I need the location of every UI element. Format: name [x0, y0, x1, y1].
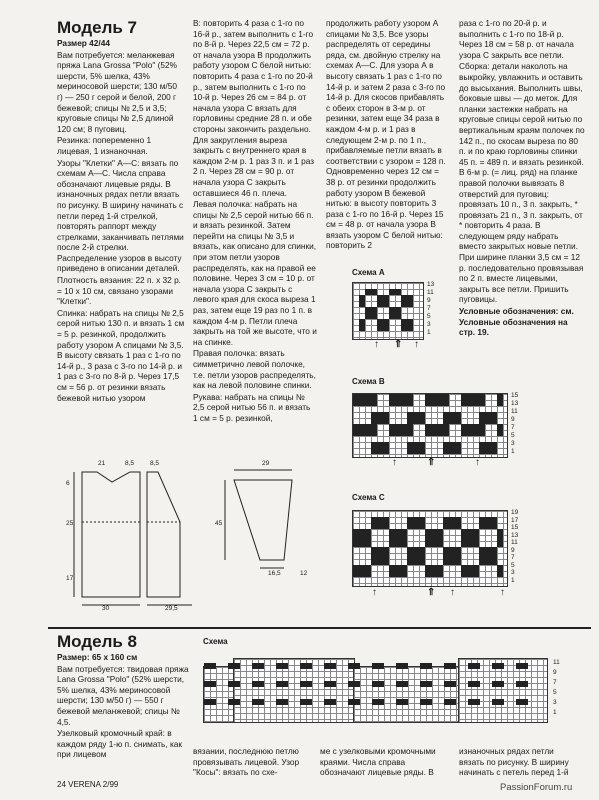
filled-stitch	[402, 681, 408, 687]
row-number: 5	[553, 689, 557, 696]
row-number: 1	[553, 709, 557, 716]
scheme-a-title: Схема А	[352, 268, 385, 277]
filled-stitch	[474, 663, 480, 669]
filled-stitch	[407, 301, 413, 307]
dimension-label: 17	[66, 575, 74, 582]
arrow-end-icon: ↑	[500, 587, 505, 598]
filled-stitch	[407, 325, 413, 331]
filled-stitch	[354, 681, 360, 687]
dimension-label: 21	[98, 460, 106, 467]
row-number: 11	[553, 659, 560, 666]
scheme-a-grid	[352, 282, 424, 340]
filled-stitch	[426, 663, 432, 669]
scheme-c-title: Схема С	[352, 493, 385, 502]
filled-stitch	[450, 663, 456, 669]
model7-sleeves-cont: продолжить работу узором А спицами № 3,5. Все узоры распределять от середины ряда, см. двойную стрелку на схемах А—С. Для узора А в высоту связать 1 раз с 1-го по 14-й р. и затем 2 раза с 3-го по 14-й р. Для скосов прибавлять с обеих сторон в 3-м р. от резинки, затем еще 34 раза в каждом 4-м р. и 1 раз в следующем 2-м р. по 1 п., прибавляемые петли вязать в соответствии с узором = 128 п. Одновременно через 12 см = 38 р. от резинки продолжить работу узором В бежевой нитью: в высоту повторить 3 раза с 1-го по 16-й р. Через 15 см = 48 р. от начала узора В вязать узором С белой нитью: повторить 2	[326, 18, 446, 251]
model7-col4	[459, 18, 585, 339]
model8-title: Модель 8	[57, 632, 137, 651]
model7-back-cont: В: повторить 4 раза с 1-го по 16-й р., затем выполнить с 1-го по 8-й р. Через 22,5 см = 72 р. от начала узора В продолжить работу узором С белой нитью: повторить 4 раза с 1-го по 20-й р., затем выполнить с 1-го по 10-й р. Через 26 см = 84 р. от начала узора С вязать для горловины средние 28 п. и обе стороны закончить раздельно. Для закругления выреза закрыть с внутреннего края в каждом 2-м р. 1 раз 3 п. и 1 раз 2 п. Через 28 см = 90 р. от начала узора С закрыть оставшиеся 46 п. плеча.	[193, 18, 315, 198]
filled-stitch	[306, 681, 312, 687]
filled-stitch	[498, 699, 504, 705]
row-number: 9	[511, 416, 515, 423]
filled-stitch	[234, 663, 240, 669]
row-number: 5	[511, 432, 515, 439]
filled-stitch	[282, 663, 288, 669]
filled-stitch	[443, 400, 449, 406]
row-number: 7	[511, 424, 515, 431]
model7-patterns: Узоры "Клетки" А—С: вязать по схемам А—С. Числа справа обозначают лицевые ряды. В изнаночных рядах петли вязать по рисунку. В ширину начинать с петли перед 1-й стрелкой, повторять раппорт между стрелками, заканчивать петлями после 2-й стрелки. Распределение узоров в высоту приведено в описании деталей.	[57, 157, 184, 274]
model7-left-front: Левая полочка: набрать на спицы № 2,5 серой нитью 66 п. и вязать резинкой. Затем перейти на спицы № 3,5 и вязать, как описано для спинки, при этом петли узоров распределять, как на правой ее половине. Через 3 см = 10 р. от начала узора С закрыть с левого края для скоса выреза 1 раз, затем еще 19 раз по 1 п. в каждом 4-м р. Петли плеча закрыть на той же высоте, что и на спинке.	[193, 199, 317, 347]
dimension-label: 25	[66, 520, 74, 527]
filled-stitch	[258, 699, 264, 705]
dimension-label: 6	[66, 480, 70, 487]
filled-stitch	[474, 699, 480, 705]
filled-stitch	[258, 681, 264, 687]
sleeve-pattern	[234, 480, 292, 560]
filled-stitch	[210, 681, 216, 687]
filled-stitch	[383, 448, 389, 454]
row-number: 17	[511, 516, 519, 524]
row-number: 13	[511, 400, 519, 407]
filled-stitch	[330, 699, 336, 705]
row-number: 9	[511, 546, 515, 554]
model8-col2: вязании, последнюю петлю провязывать лицевой. Узор "Косы": вязать по схе-	[193, 746, 300, 778]
filled-stitch	[497, 430, 503, 436]
filled-stitch	[479, 400, 485, 406]
row-number: 9	[427, 297, 431, 304]
filled-stitch	[234, 681, 240, 687]
filled-stitch	[354, 699, 360, 705]
model7-sleeves: Рукава: набрать на спицы № 2,5 серой нитью 56 п. и вязать 1 см = 5 р. резинкой,	[193, 391, 311, 423]
row-number: 9	[553, 669, 557, 676]
filled-stitch	[407, 430, 413, 436]
row-number: 7	[427, 305, 431, 312]
filled-stitch	[210, 663, 216, 669]
filled-stitch	[378, 699, 384, 705]
filled-stitch	[401, 571, 407, 577]
filled-stitch	[450, 681, 456, 687]
filled-stitch	[455, 448, 461, 454]
model8-col4: изнаночных рядах петли вязать по рисунку. В ширину начинать с петель перед 1-й	[459, 746, 569, 778]
model7-col2	[193, 18, 317, 425]
model7-back: Спинка: набрать на спицы № 2,5 серой нитью 130 п. и вязать 1 см = 5 р. резинкой, продолжить работу узором А спицами № 3,5. В высоту связать 1 раз с 1-го по 14-й р., 3 раза с 3-го по 14-й р. и 1 раз с 3-го по 8-й р. Через 17,5 см = 56 р. от резинки вязать бежевой нитью узором	[57, 307, 185, 403]
row-number: 11	[511, 539, 518, 546]
row-number: 13	[511, 531, 519, 539]
filled-stitch	[498, 681, 504, 687]
filled-stitch	[473, 571, 479, 577]
filled-stitch	[306, 699, 312, 705]
dimension-label: 16,5	[268, 570, 281, 577]
filled-stitch	[383, 325, 389, 331]
model7-title: Модель 7	[57, 18, 137, 37]
model7-rib: Резинка: попеременно 1 лицевая, 1 изнаночная.	[57, 135, 152, 156]
arrow-end-icon: ↑	[414, 339, 419, 350]
filled-stitch	[497, 400, 503, 406]
model7-legend: Условные обозначения: см. Условные обозначения на стр. 19.	[459, 306, 574, 338]
arrow-start-icon: ↑	[374, 339, 379, 350]
row-number: 3	[511, 569, 515, 576]
filled-stitch	[450, 699, 456, 705]
model8-size: Размер: 65 х 160 см	[57, 652, 138, 662]
model7-right-front: Правая полочка: вязать симметрично левой полочке, т.е. петли узоров распределять, как на левой половине спинки.	[193, 348, 316, 391]
row-number: 13	[427, 281, 435, 288]
filled-stitch	[330, 663, 336, 669]
filled-stitch	[474, 681, 480, 687]
filled-stitch	[426, 681, 432, 687]
model7-col1	[57, 18, 185, 404]
row-number: 11	[511, 408, 518, 415]
section-divider	[48, 627, 591, 629]
filled-stitch	[354, 663, 360, 669]
filled-stitch	[371, 430, 377, 436]
filled-stitch	[437, 571, 443, 577]
row-number: 7	[553, 679, 557, 686]
filled-stitch	[479, 430, 485, 436]
model8-col1	[57, 632, 192, 761]
pattern-drawings	[62, 462, 342, 612]
arrow-mid-icon: ↑	[450, 587, 455, 598]
model7-materials: Вам потребуется: меланжевая пряжа Lana Grossa "Polo" (52% шерсти, 5% шелка, 43% мериносовой шерсти; 130 м/50 г) — 250 г серой и белой, 200 г бежевой; спицы № 2,5 и 3,5; круговые спицы № 2,5 длиной 120 см; 8 пуговиц.	[57, 49, 177, 134]
row-number: 7	[511, 554, 515, 561]
dimension-label: 8,5	[150, 460, 160, 467]
model7-sleeves-end: раза с 1-го по 20-й р. и выполнить с 1-го по 18-й р. Через 18 см = 58 р. от начала узора С закрыть все петли.	[459, 18, 574, 60]
dimension-label: 8,5	[125, 460, 135, 467]
filled-stitch	[282, 681, 288, 687]
filled-stitch	[522, 699, 528, 705]
filled-stitch	[378, 663, 384, 669]
row-number: 19	[511, 509, 519, 516]
filled-stitch	[497, 571, 503, 577]
filled-stitch	[443, 430, 449, 436]
row-number: 5	[427, 313, 431, 320]
dimension-label: 29,5	[165, 605, 178, 612]
model8-col3: ме с узелковыми кромочными краями. Числа справа обозначают лицевые ряды. В	[320, 746, 436, 778]
scheme-b-title: Схема В	[352, 377, 385, 386]
filled-stitch	[407, 400, 413, 406]
row-number: 11	[427, 289, 434, 296]
filled-stitch	[359, 325, 365, 331]
filled-stitch	[522, 663, 528, 669]
filled-stitch	[491, 448, 497, 454]
dimension-label: 30	[102, 605, 110, 612]
model7-gauge: Плотность вязания: 22 п. х 32 р. = 10 х 10 см, связано узорами "Клетки".	[57, 275, 181, 307]
model8-edge: Узелковый кромочный край: в каждом ряду 1-ю п. снимать, как при лицевом	[57, 728, 183, 760]
row-number: 3	[553, 699, 557, 706]
filled-stitch	[330, 681, 336, 687]
filled-stitch	[426, 699, 432, 705]
row-number: 3	[511, 440, 515, 447]
filled-stitch	[498, 663, 504, 669]
model8-scheme-title: Схема	[203, 637, 228, 646]
row-number: 15	[511, 524, 519, 531]
filled-stitch	[371, 400, 377, 406]
model7-size: Размер 42/44	[57, 38, 110, 48]
dimension-label: 45	[215, 520, 223, 527]
filled-stitch	[522, 681, 528, 687]
filled-stitch	[402, 663, 408, 669]
filled-stitch	[234, 699, 240, 705]
back-pattern	[82, 472, 140, 597]
watermark: PassionForum.ru	[500, 782, 573, 793]
row-number: 5	[511, 561, 515, 569]
row-number: 3	[427, 321, 431, 328]
model8-materials: Вам потребуется: твидовая пряжа Lana Grossa "Polo" (52% шерсти, 5% шелка, 43% мериносовой шерсти; 130 м/50 г) — 550 г бежевой меланжевой; спицы № 4,5.	[57, 663, 189, 727]
row-number: 1	[511, 448, 515, 455]
filled-stitch	[258, 663, 264, 669]
filled-stitch	[378, 681, 384, 687]
arrow-start-icon: ↑	[392, 457, 397, 468]
filled-stitch	[306, 663, 312, 669]
front-pattern	[147, 472, 180, 597]
filled-stitch	[282, 699, 288, 705]
arrow-center-icon: ⇑	[394, 339, 403, 350]
filled-stitch	[497, 541, 503, 547]
row-number: 1	[427, 329, 431, 336]
row-number: 15	[511, 392, 519, 399]
filled-stitch	[210, 699, 216, 705]
model7-assembly: Сборка: детали наколоть на выкройку, увлажнить и оставить до высыхания. Выполнить швы, боковые швы — до меток. Для планки застежки набрать на круговые спицы серой нитью по вертикальным краям полочек по 142 п., по скосам выреза по 80 п. и по краю горловины спинки 45 п. = 489 п. и вязать резинкой. В 6-м р. (= лиц. ряд) на планке правой полочки вывязать 8 отверстий для пуговиц: провязать 10 п., 3 п. закрыть, * провязать 21 п., 3 п. закрыть, от * повторить 4 раза. В следующем ряду набрать вместо закрытых новые петли. При ширине планки 3,5 см = 12 р. последовательно провязывая по 2 п. вместе лицевыми, закрыть все петли. Пришить пуговицы.	[459, 61, 585, 305]
model7-col3	[326, 18, 450, 252]
dimension-label: 29	[262, 460, 270, 467]
filled-stitch	[402, 699, 408, 705]
arrow-center-icon: ⇑	[427, 457, 436, 468]
filled-stitch	[419, 448, 425, 454]
filled-stitch	[365, 571, 371, 577]
arrow-end-icon: ↑	[475, 457, 480, 468]
row-number: 1	[511, 576, 515, 584]
arrow-start-icon: ↑	[372, 587, 377, 598]
dimension-label: 12	[300, 570, 308, 577]
arrow-center-icon: ⇑	[427, 587, 436, 598]
page-footer: 24 VERENA 2/99	[57, 780, 119, 789]
